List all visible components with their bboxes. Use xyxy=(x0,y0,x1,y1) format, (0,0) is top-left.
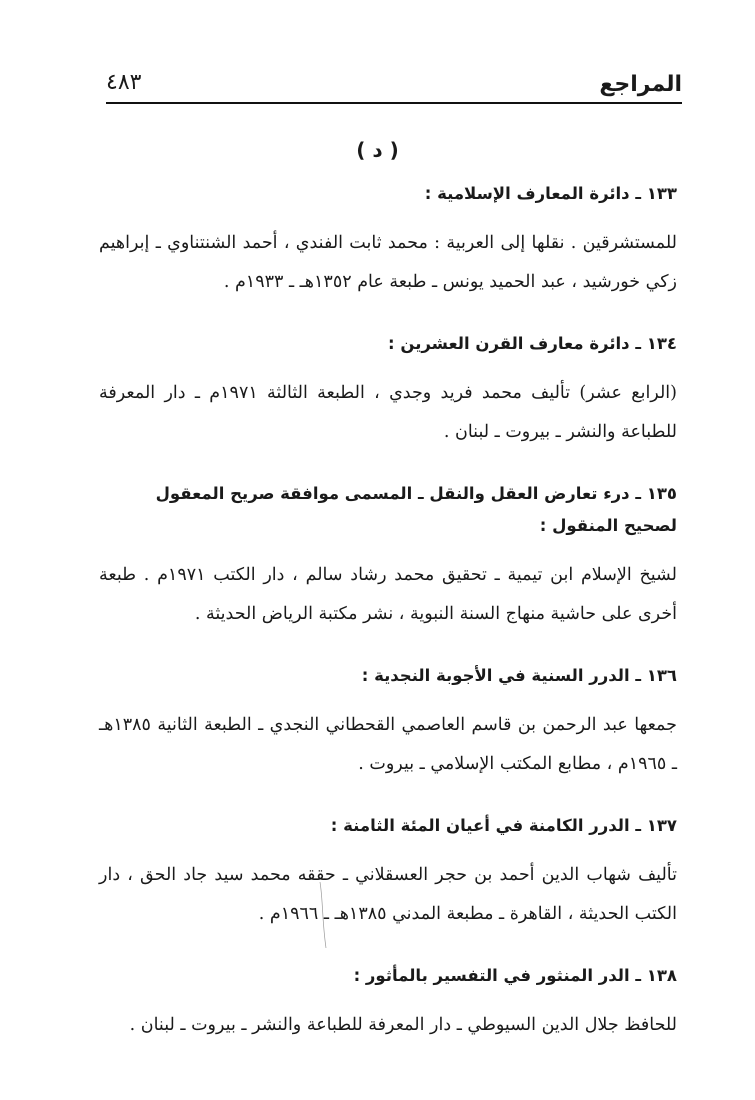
reference-body: للحافظ جلال الدين السيوطي ـ دار المعرفة للطباعة والنشر ـ بيروت ـ لبنان . xyxy=(129,1015,677,1035)
section-letter: ( د ) xyxy=(356,138,399,162)
header-divider xyxy=(106,102,682,104)
reference-body: (الرابع عشر) تأليف محمد فريد وجدي ، الطبعة الثالثة ١٩٧١م ـ دار المعرفة للطباعة والنشر ـ بيروت ـ لبنان . xyxy=(99,383,677,442)
reference-body: جمعها عبد الرحمن بن قاسم العاصمي القحطاني النجدي ـ الطبعة الثانية ١٣٨٥هـ ـ ١٩٦٥م ، مطابع المكتب الإسلامي ـ بيروت . xyxy=(99,715,677,774)
reference-entry-138 xyxy=(99,960,677,1045)
page-number: ٤٨٣ xyxy=(106,70,142,95)
reference-heading: ١٣٣ ـ دائرة المعارف الإسلامية : xyxy=(424,184,677,203)
reference-entry-137 xyxy=(99,810,677,934)
reference-heading: ١٣٤ ـ دائرة معارف القرن العشرين : xyxy=(388,334,677,353)
reference-entry-136 xyxy=(99,660,677,784)
reference-entry-133 xyxy=(99,178,677,302)
references-list xyxy=(99,178,677,1071)
reference-body: للمستشرقين . نقلها إلى العربية : محمد ثابت الفندي ، أحمد الشنتناوي ـ إبراهيم زكي خورشيد ، عبد الحميد يونس ـ طبعة عام ١٣٥٢هـ ـ ١٩٣٣م . xyxy=(99,233,677,292)
reference-heading: ١٣٥ ـ درء تعارض العقل والنقل ـ المسمى موافقة صريح المعقول لصحيح المنقول : xyxy=(155,484,677,535)
reference-entry-134 xyxy=(99,328,677,452)
reference-heading: ١٣٧ ـ الدرر الكامنة في أعيان المئة الثامنة : xyxy=(330,816,677,835)
reference-heading: ١٣٦ ـ الدرر السنية في الأجوبة النجدية : xyxy=(361,666,677,685)
running-header xyxy=(106,66,682,102)
pencil-mark xyxy=(318,880,330,950)
reference-body: تأليف شهاب الدين أحمد بن حجر العسقلاني ـ حققه محمد سيد جاد الحق ، دار الكتب الحديثة ، القاهرة ـ مطبعة المدني ١٣٨٥هـ ـ ١٩٦٦م . xyxy=(99,865,677,924)
reference-heading: ١٣٨ ـ الدر المنثور في التفسير بالمأثور : xyxy=(353,966,677,985)
header-title: المراجع xyxy=(599,72,682,97)
reference-entry-135 xyxy=(99,478,677,634)
reference-body: لشيخ الإسلام ابن تيمية ـ تحقيق محمد رشاد سالم ، دار الكتب ١٩٧١م . طبعة أخرى على حاشية منهاج السنة النبوية ، نشر مكتبة الرياض الحديثة . xyxy=(99,565,678,624)
